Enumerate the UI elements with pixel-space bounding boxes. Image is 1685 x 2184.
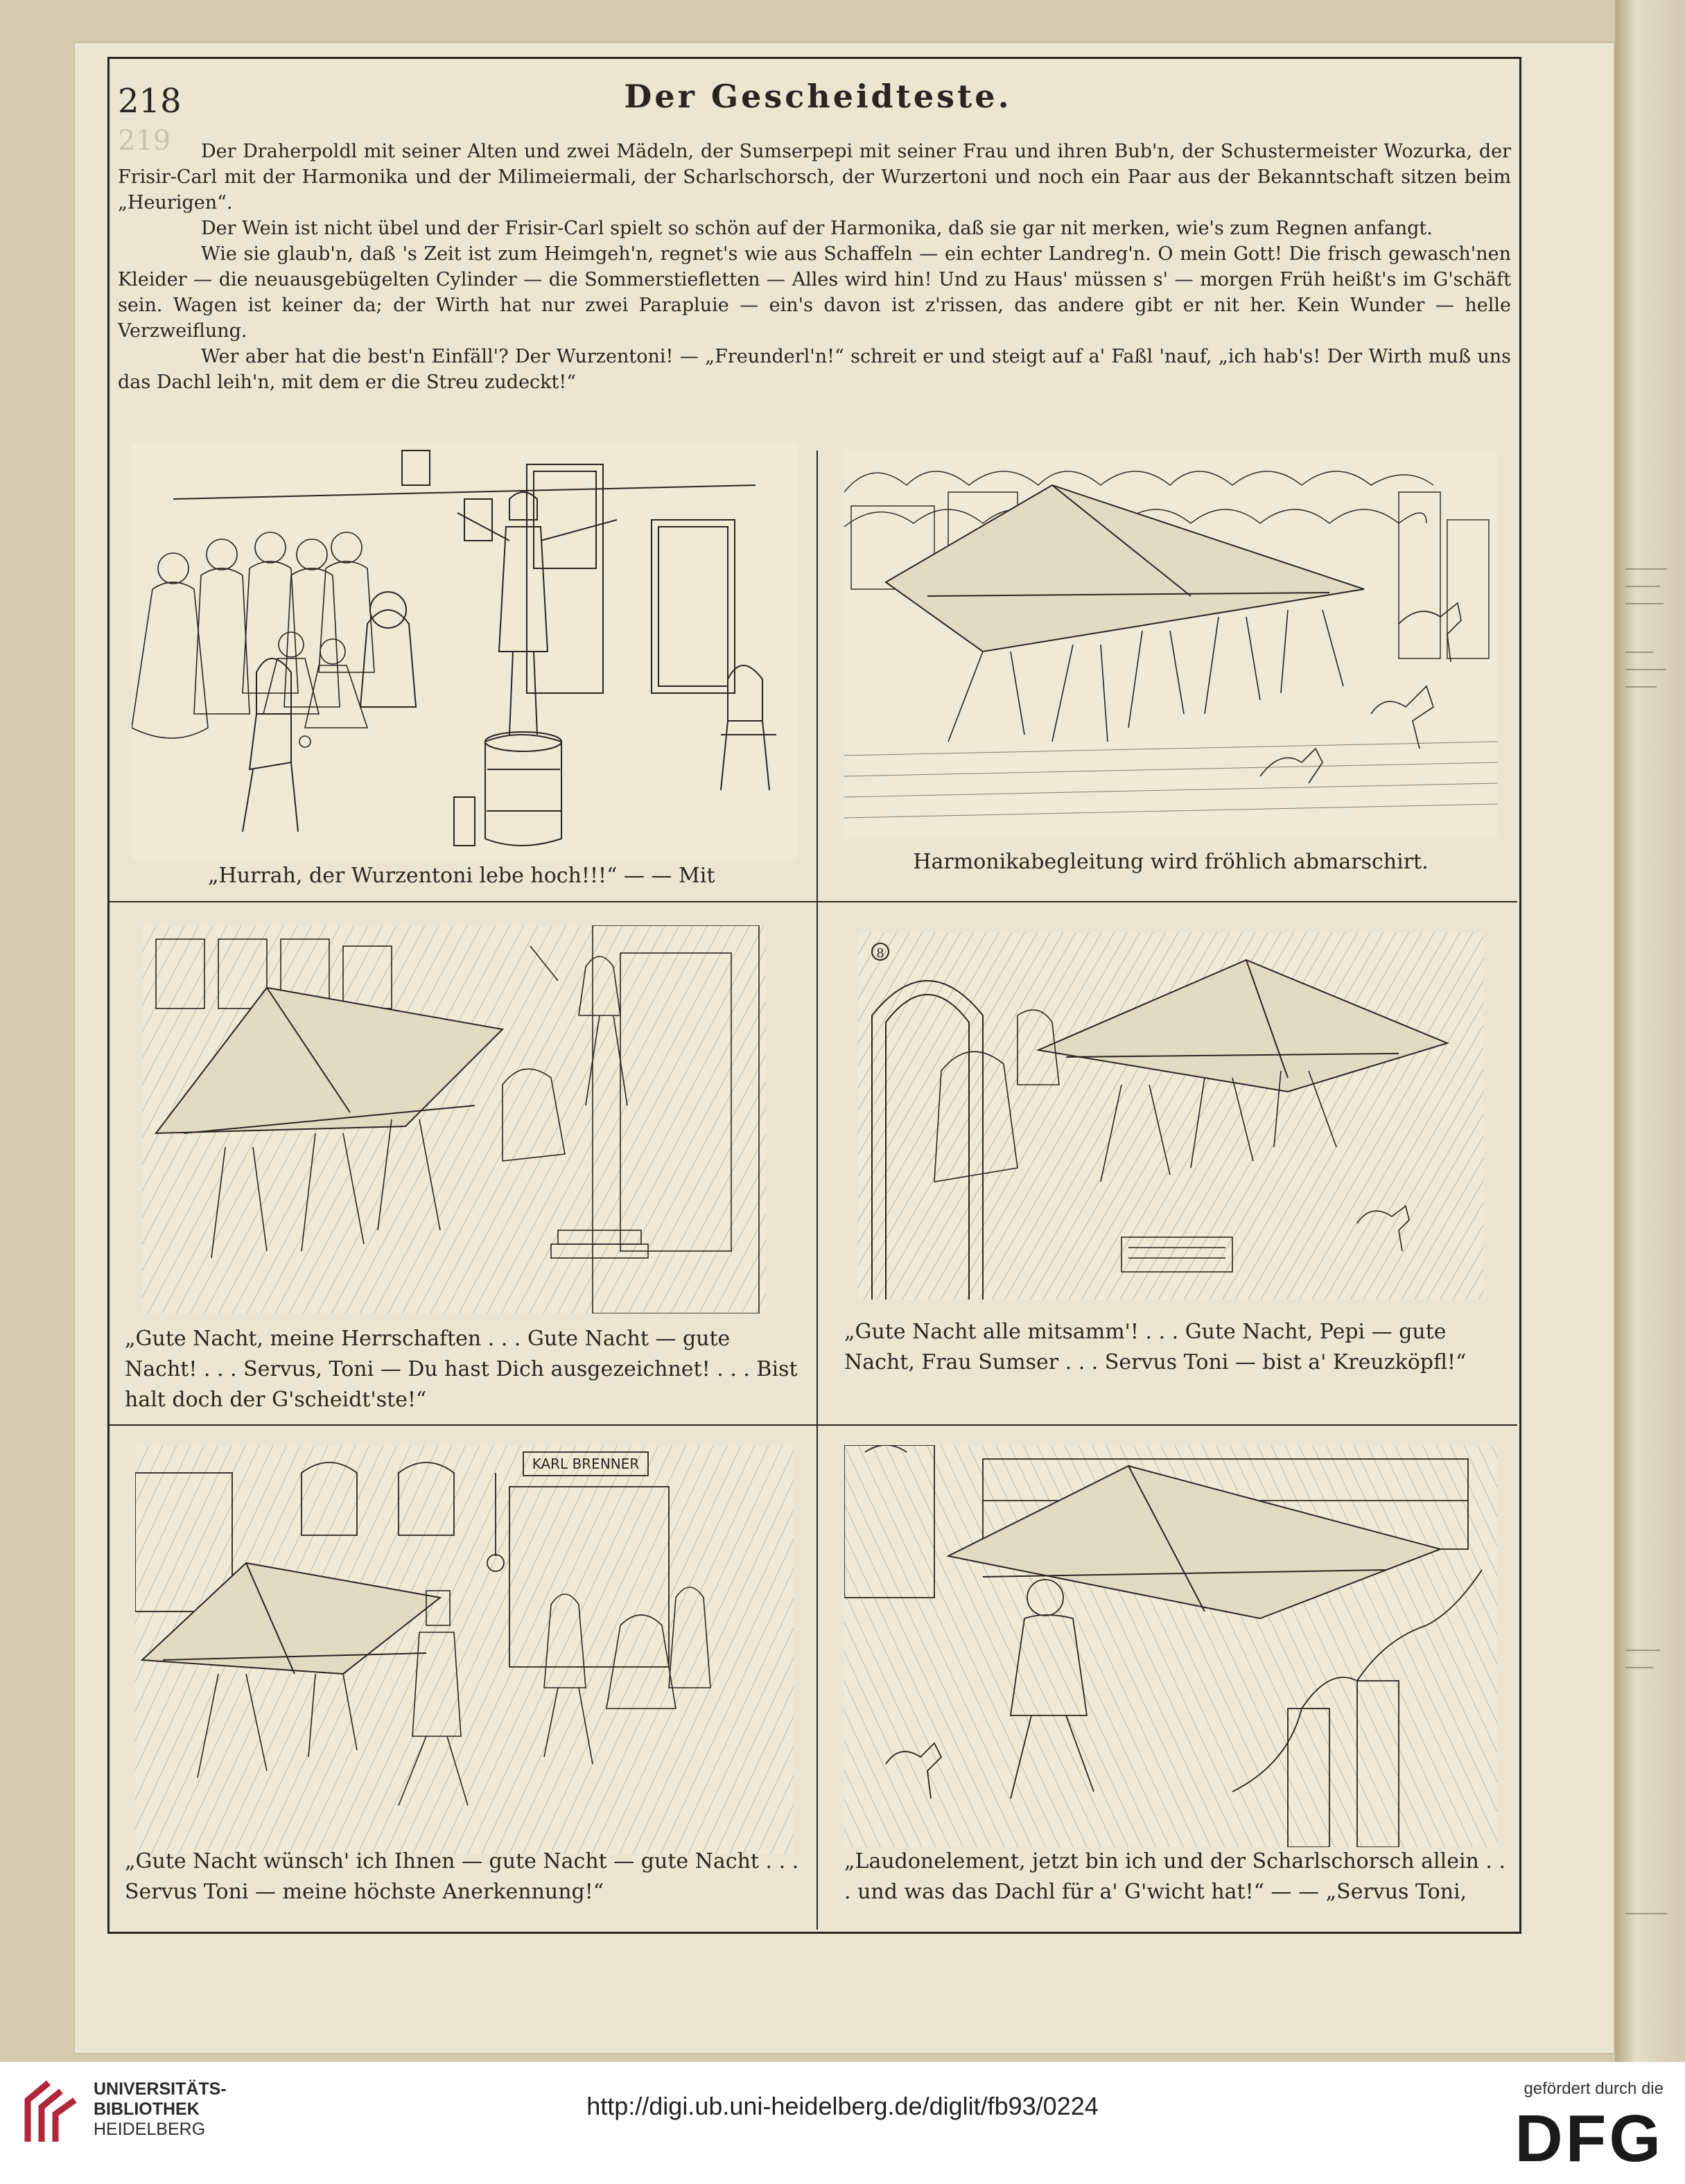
- illustration-street-shop: [135, 1445, 794, 1854]
- caption-panel-5: „Gute Nacht wünsch' ich Ihnen — gute Nacht — gute Nacht . . . Servus Toni — meine höchste Anerkennung!“: [125, 1849, 799, 1904]
- adjacent-page-text: [1625, 1650, 1660, 1651]
- bleed-through-number: 219: [118, 125, 171, 157]
- caption-panel-6: „Laudonelement, jetzt bin ich und der Scharlschorsch allein . . . und was das Dachl für a' G'wicht hat!“ — — „Servus Toni,: [844, 1849, 1506, 1904]
- illustration-doorway-rain: [142, 925, 766, 1313]
- intro-paragraph: Wie sie glaub'n, daß 's Zeit ist zum Heimgeh'n, regnet's wie aus Schaffeln — ein echter Landreg'n. O mein Gott! Die frisch gewasch'nen Kleider — die neuausgebügelten Cylinder — die Sommerstiefletten — Alles wird hin! Und zu Haus' müssen s' — morgen Früh heißt's im G'schäft sein. Wagen ist keiner da; der Wirth hat nur zwei Parapluie — ein's davon ist z'rissen, das andere gibt er nit her. Kein Wunder — helle Verzweiflung.: [118, 243, 1511, 342]
- adjacent-page-edge: [1615, 0, 1685, 2062]
- shop-sign: KARL BRENNER: [532, 1456, 640, 1472]
- intro-paragraph: Der Draherpoldl mit seiner Alten und zwei Mädeln, der Sumserpepi mit seiner Frau und ihren Bub'n, der Schustermeister Wozurka, der Frisir-Carl mit der Harmonika und der Milimeiermali, der Scharlschorsch, der Wurzertoni und noch ein Paar aus der Bekanntschaft sitzen beim „Heurigen“.: [118, 141, 1511, 213]
- page-title: Der Gescheidteste.: [624, 78, 1012, 115]
- illustration-man-alone: [844, 1445, 1497, 1847]
- dfg-logo: DFG: [1514, 2102, 1664, 2176]
- intro-text: [118, 139, 1511, 395]
- caption-panel-2: Harmonikabegleitung wird fröhlich abmarschirt.: [913, 850, 1429, 874]
- caption-panel-3: „Gute Nacht, meine Herrschaften . . . Gute Nacht — gute Nacht! . . . Servus, Toni — Du hast Dich ausgezeichnet! . . . Bist halt doch der G'scheidt'ste!“: [125, 1327, 798, 1412]
- adjacent-page-text: [1625, 669, 1666, 670]
- library-name-line: BIBLIOTHEK: [94, 2099, 200, 2119]
- library-name-line: HEIDELBERG: [94, 2120, 206, 2139]
- intro-paragraph: Der Wein ist nicht übel und der Frisir-Carl spielt so schön auf der Harmonika, daß sie gar nit merken, wie's zum Regnen anfangt.: [201, 218, 1433, 239]
- illustration-tavern: [132, 444, 797, 859]
- adjacent-page-text: [1625, 586, 1660, 587]
- row-divider: [107, 901, 1517, 902]
- column-divider: [817, 451, 818, 1930]
- library-name-line: UNIVERSITÄTS-: [94, 2079, 227, 2099]
- row-divider: [107, 1424, 1517, 1426]
- adjacent-page-text: [1625, 652, 1653, 653]
- adjacent-page-text: [1625, 603, 1664, 604]
- adjacent-page-text: [1625, 1913, 1667, 1914]
- caption-panel-4: „Gute Nacht alle mitsamm'! . . . Gute Nacht, Pepi — gute Nacht, Frau Sumser . . . Servus Toni — bist a' Kreuzköpfl!“: [844, 1320, 1467, 1374]
- adjacent-page-text: [1625, 568, 1667, 570]
- illustration-roof-march: [844, 451, 1497, 839]
- adjacent-page-text: [1625, 686, 1657, 688]
- intro-paragraph: Wer aber hat die best'n Einfäll'? Der Wurzentoni! — „Freunderl'n!“ schreit er und steigt auf a' Faßl 'nauf, „ich hab's! Der Wirth muß uns das Dachl leih'n, mit dem er die Streu zudeckt!“: [118, 346, 1511, 393]
- digital-library-footer: [0, 2062, 1685, 2184]
- page-number: 218: [118, 82, 182, 121]
- document-url-link[interactable]: http://digi.ub.uni-heidelberg.de/diglit/fb93/0224: [586, 2092, 1099, 2120]
- house-number-sign: 8: [876, 946, 884, 961]
- adjacent-page-text: [1625, 1667, 1653, 1668]
- illustration-arched-door-rain: [858, 932, 1483, 1300]
- funding-label: gefördert durch die: [1524, 2079, 1664, 2098]
- caption-panel-1: „Hurrah, der Wurzentoni lebe hoch!!!“ — — Mit: [208, 864, 715, 888]
